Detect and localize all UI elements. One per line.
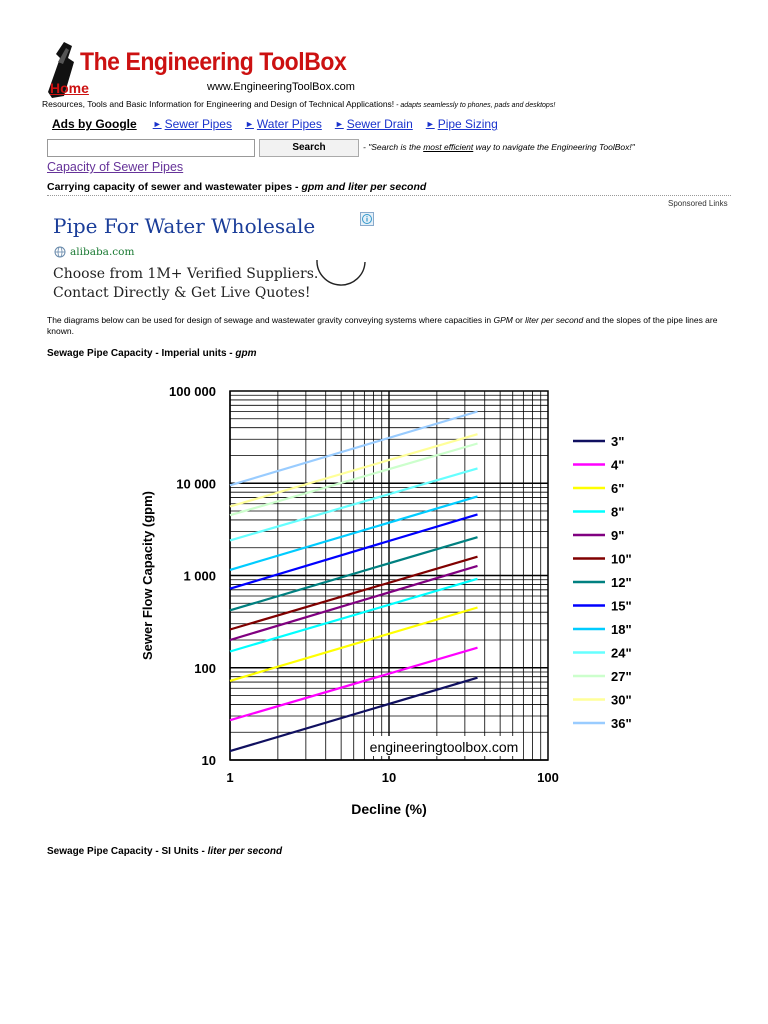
y-tick-label: 100 000 — [169, 384, 216, 399]
globe-icon — [54, 246, 66, 258]
legend-label: 6" — [611, 481, 625, 496]
page-description: The diagrams below can be used for design of sewage and wastewater gravity conveying systems where capacities in GPM or liter per second and the slopes of the pipe lines are known. — [47, 315, 718, 336]
nav-bar — [52, 116, 511, 132]
sponsored-links-label: Sponsored Links — [668, 199, 728, 208]
legend-label: 3" — [611, 434, 625, 449]
nav-item-sewer-drain[interactable]: ► Sewer Drain — [334, 117, 413, 131]
x-tick-label: 10 — [381, 770, 397, 785]
nav-item-sewer-pipes[interactable]: ► Sewer Pipes — [152, 117, 232, 131]
play-arrow-icon: ► — [152, 119, 162, 129]
legend-label: 4" — [611, 457, 625, 473]
tagline: Resources, Tools and Basic Information for Engineering and Design of Technical Applications! - adapts seamlessly to phones, pads and desktops! — [42, 99, 556, 109]
legend-label: 9" — [611, 528, 625, 543]
chart-heading-imperial: Sewage Pipe Capacity - Imperial units - gpm — [47, 348, 257, 359]
y-tick-label: 1 000 — [183, 568, 216, 584]
x-tick-label: 1 — [226, 770, 234, 785]
ads-by-google-link[interactable]: Ads by Google — [52, 117, 137, 131]
page-subtitle: Carrying capacity of sewer and wastewater pipes - gpm and liter per second — [47, 181, 427, 193]
sewer-capacity-chart — [0, 370, 768, 830]
legend-label: 18" — [611, 622, 632, 637]
ad-body: Choose from 1M+ Verified Suppliers. Contact Directly & Get Live Quotes! — [53, 266, 319, 301]
search-button[interactable]: Search — [259, 139, 359, 157]
nav-item-pipe-sizing[interactable]: ► Pipe Sizing — [425, 117, 498, 131]
legend-label: 12" — [611, 575, 632, 590]
legend-label: 27" — [611, 669, 632, 684]
home-link[interactable]: Home — [50, 80, 89, 96]
legend-label: 24" — [611, 645, 632, 661]
play-arrow-icon: ► — [425, 119, 435, 129]
info-icon[interactable] — [360, 212, 374, 226]
chart-watermark: engineeringtoolbox.com — [369, 739, 519, 755]
play-arrow-icon: ► — [244, 119, 254, 129]
y-tick-label: 100 — [194, 660, 216, 676]
legend-label: 15" — [611, 598, 632, 614]
loading-spinner-icon — [313, 240, 369, 290]
x-axis-label: Decline (%) — [351, 801, 427, 817]
ad-title-link[interactable]: Pipe For Water Wholesale — [53, 214, 316, 238]
search-input[interactable] — [47, 139, 255, 157]
legend-label: 30" — [611, 692, 632, 708]
ad-domain[interactable]: alibaba.com — [70, 246, 135, 258]
divider — [47, 195, 731, 196]
tagline-note: - adapts seamlessly to phones, pads and desktops! — [394, 102, 556, 109]
x-tick-label: 100 — [537, 770, 559, 785]
page-title[interactable]: Capacity of Sewer Pipes — [47, 160, 184, 174]
y-axis-label: Sewer Flow Capacity (gpm) — [140, 490, 155, 661]
y-tick-label: 10 000 — [176, 476, 216, 492]
legend-label: 36" — [611, 716, 632, 731]
chart-heading-si: Sewage Pipe Capacity - SI Units - liter per second — [47, 846, 283, 857]
legend-label: 10" — [611, 551, 632, 567]
brand-title: The Engineering ToolBox — [80, 48, 347, 76]
nav-item-water-pipes[interactable]: ► Water Pipes — [244, 117, 322, 131]
y-tick-label: 10 — [201, 753, 216, 768]
play-arrow-icon: ► — [334, 119, 344, 129]
search-hint: - "Search is the most efficient way to navigate the Engineering ToolBox!" — [363, 142, 635, 152]
site-url: www.EngineeringToolBox.com — [207, 81, 355, 93]
legend-label: 8" — [611, 504, 625, 520]
